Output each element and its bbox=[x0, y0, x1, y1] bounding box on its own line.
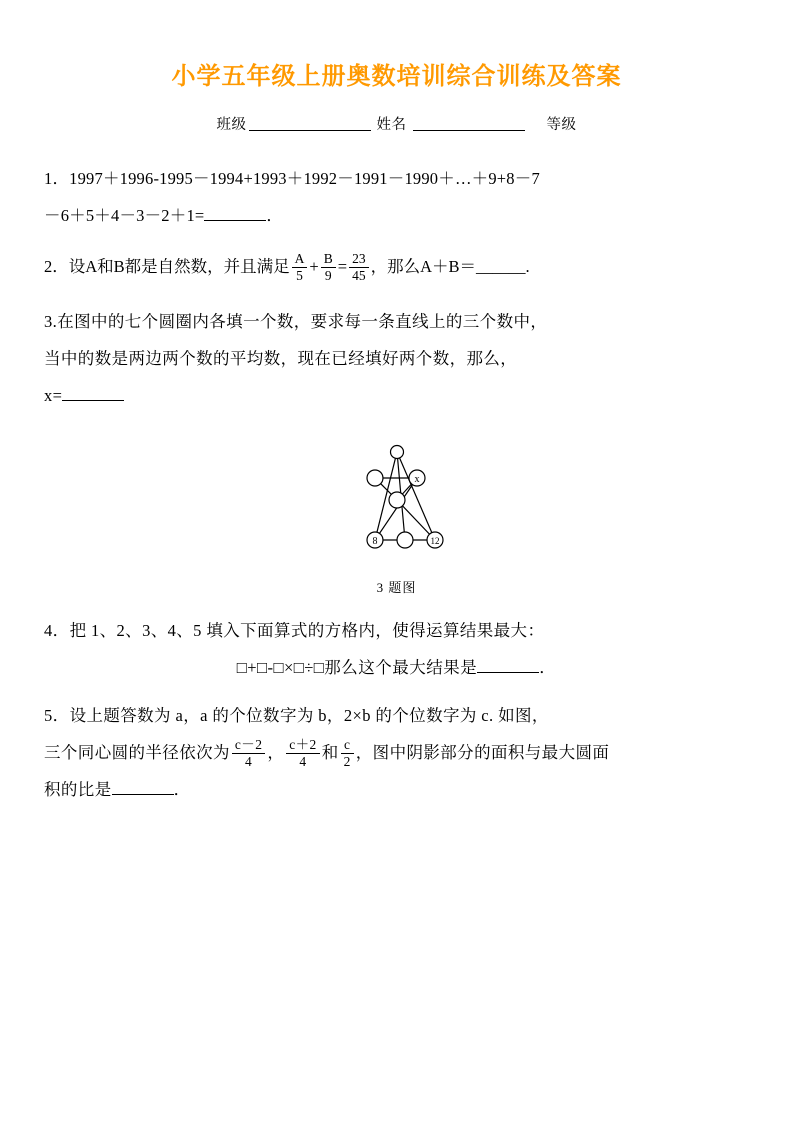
fraction-denominator: 45 bbox=[349, 267, 369, 284]
figure-label-8: 8 bbox=[372, 536, 377, 547]
fraction-b-over-9 bbox=[321, 251, 336, 283]
question-5-line1: 设上题答数为 a，a 的个位数字为 b，2×b 的个位数字为 c. 如图， bbox=[69, 706, 549, 725]
question-3-figure bbox=[44, 430, 749, 596]
question-3 bbox=[44, 303, 749, 414]
question-4 bbox=[44, 612, 749, 649]
question-5-line2-before: 三个同心圆的半径依次为 bbox=[44, 743, 230, 762]
question-2-text-before: 设A和B都是自然数，并且满足 bbox=[68, 257, 290, 276]
fraction-23-over-45 bbox=[349, 251, 369, 283]
name-input-blank[interactable] bbox=[413, 116, 525, 131]
name-label: 姓名 bbox=[376, 117, 407, 133]
fraction-numerator: c bbox=[344, 737, 351, 753]
fraction-numerator: B bbox=[323, 251, 333, 267]
question-5-and: 和 bbox=[321, 743, 339, 762]
fraction-denominator: 4 bbox=[232, 753, 265, 770]
question-4-expression: □+□-□×□÷□那么这个最大结果是 bbox=[236, 658, 478, 677]
question-2-text-after: ，那么A＋B＝ bbox=[370, 257, 476, 276]
question-4-expression-row bbox=[44, 651, 749, 685]
question-1-line1: 1997＋1996-1995－1994+1993＋1992－1991－1990＋…＋9+8－7 bbox=[69, 169, 540, 188]
question-4-answer-blank[interactable] bbox=[477, 658, 539, 673]
grade-label: 等级 bbox=[546, 117, 577, 133]
question-5-line3-after: ． bbox=[173, 780, 191, 799]
fraction-numerator: A bbox=[294, 251, 305, 267]
fraction-numerator: c－2 bbox=[234, 737, 263, 753]
page-title: 小学五年级上册奥数培训综合训练及答案 bbox=[171, 63, 622, 90]
fraction-c-plus-2-over-4 bbox=[286, 737, 319, 769]
figure-label-x: x bbox=[414, 474, 419, 485]
fraction-c-over-2 bbox=[341, 737, 354, 769]
class-input-blank[interactable] bbox=[249, 116, 371, 131]
question-1-line2-tail: ． bbox=[266, 206, 284, 225]
question-1-answer-blank[interactable] bbox=[204, 206, 266, 221]
fraction-numerator: c＋2 bbox=[289, 737, 317, 753]
question-4-line1: 把 1、2、3、4、5 填入下面算式的方格内，使得运算结果最大： bbox=[69, 621, 545, 640]
question-3-answer-blank[interactable] bbox=[62, 386, 124, 401]
header-fields-row bbox=[44, 113, 749, 134]
question-3-line1: 在图中的七个圆圈内各填一个数，要求每一条直线上的三个数中， bbox=[57, 312, 548, 331]
class-label: 班级 bbox=[216, 117, 247, 133]
fraction-numerator: 23 bbox=[352, 251, 366, 267]
circle-node-top bbox=[390, 446, 403, 459]
question-4-number: 4． bbox=[44, 621, 70, 640]
question-4-expression-tail: ． bbox=[539, 658, 557, 677]
seven-circles-diagram bbox=[317, 430, 477, 570]
fraction-denominator: 4 bbox=[286, 753, 319, 770]
circle-node-center bbox=[389, 492, 405, 508]
question-5-line3-before: 积的比是 bbox=[44, 780, 112, 799]
question-2-tail: . bbox=[525, 257, 530, 276]
question-5-answer-blank[interactable] bbox=[112, 780, 174, 795]
question-5 bbox=[44, 697, 749, 808]
fraction-denominator: 9 bbox=[321, 267, 336, 284]
fraction-c-minus-2-over-4 bbox=[232, 737, 265, 769]
fraction-denominator: 5 bbox=[292, 267, 308, 284]
question-1-line2: －6＋5＋4－3－2＋1= bbox=[44, 206, 205, 225]
question-1-number: 1． bbox=[44, 169, 70, 188]
question-3-number: 3. bbox=[44, 312, 58, 331]
circle-node-upper-left bbox=[367, 470, 383, 486]
question-2-answer-blank[interactable]: ______ bbox=[475, 257, 526, 276]
figure-caption: 3 题图 bbox=[376, 580, 417, 595]
question-5-comma: ， bbox=[267, 743, 285, 762]
question-2-equals: = bbox=[337, 257, 348, 276]
fraction-a-over-5 bbox=[292, 251, 308, 283]
question-5-line2-after: ，图中阴影部分的面积与最大圆面 bbox=[355, 743, 610, 762]
question-1 bbox=[44, 160, 749, 234]
circle-node-bottom-middle bbox=[397, 532, 413, 548]
figure-label-12: 12 bbox=[430, 536, 439, 546]
question-2-number: 2． bbox=[44, 257, 69, 276]
question-3-line3: x= bbox=[44, 386, 63, 405]
question-3-line2: 当中的数是两边两个数的平均数，现在已经填好两个数，那么， bbox=[44, 349, 518, 368]
question-2-plus: + bbox=[309, 257, 319, 276]
question-5-number: 5． bbox=[44, 706, 70, 725]
fraction-denominator: 2 bbox=[341, 753, 354, 770]
question-2 bbox=[44, 248, 749, 285]
